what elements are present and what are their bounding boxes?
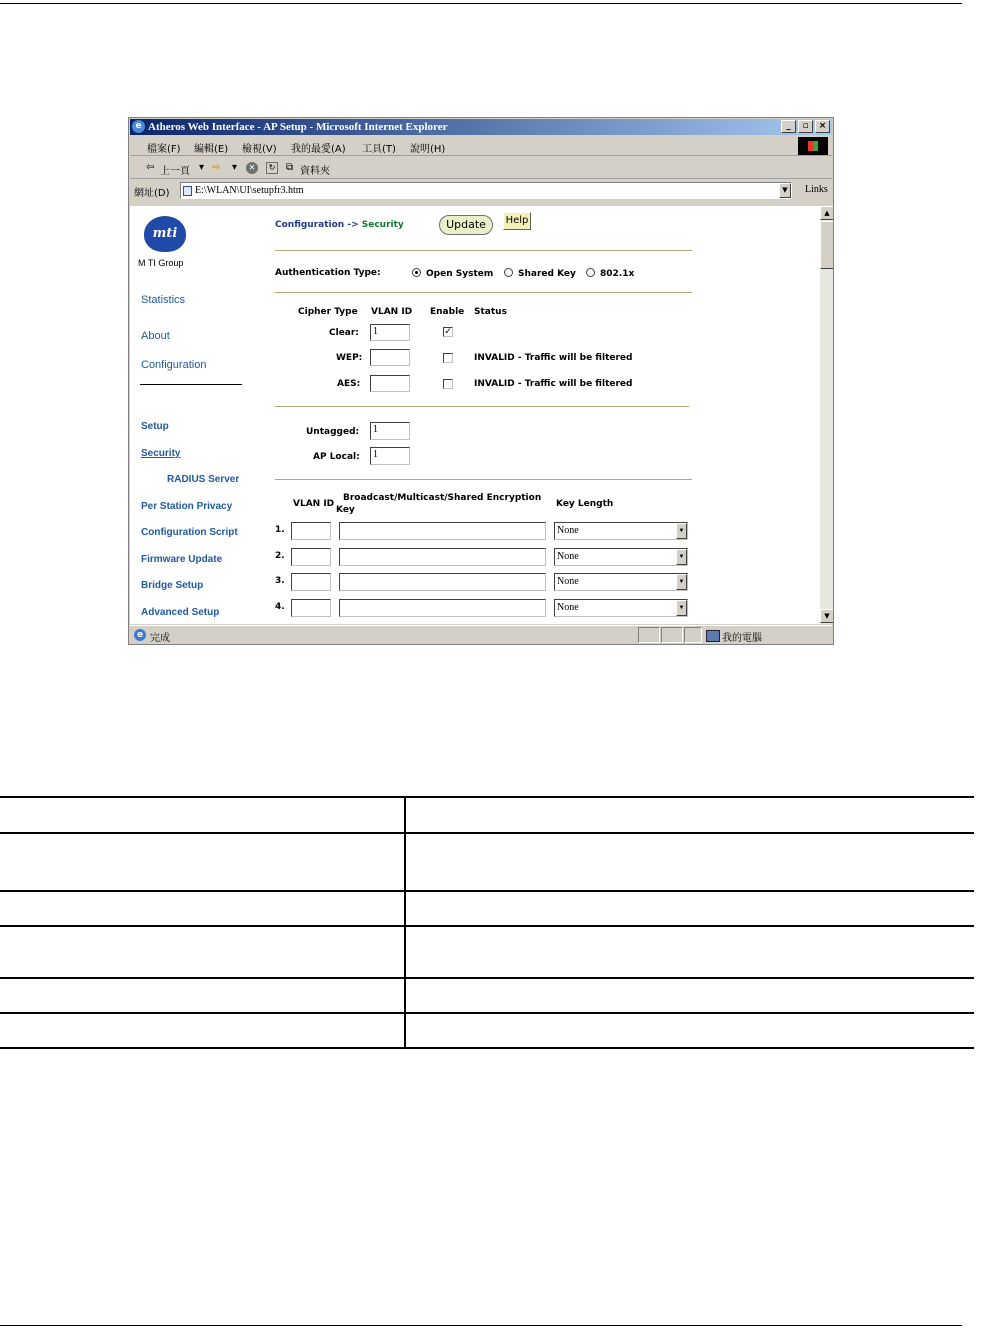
section-divider: [275, 479, 692, 480]
key-row-vlan-input[interactable]: [291, 599, 331, 617]
auth-8021x-label: 802.1x: [600, 269, 635, 279]
section-divider: [275, 292, 692, 293]
sidebar-item-statistics[interactable]: Statistics: [141, 294, 186, 306]
back-arrow-icon[interactable]: ⇦: [146, 162, 155, 173]
folders-icon[interactable]: ⧉: [286, 162, 294, 173]
key-key-header: Key: [336, 505, 355, 515]
status-bar: [130, 625, 832, 644]
menu-help[interactable]: 說明(H): [410, 144, 446, 155]
auth-shared-radio[interactable]: [504, 268, 513, 277]
aes-vlan-input[interactable]: [370, 375, 410, 392]
update-button[interactable]: Update: [439, 215, 493, 235]
page-bottom-rule: [0, 1325, 962, 1326]
sidebar-item-security[interactable]: Security: [141, 448, 181, 459]
table-row: [0, 1013, 974, 1048]
key-length-header: Key Length: [556, 499, 614, 509]
ap-local-label: AP Local:: [313, 452, 360, 462]
window-title: Atheros Web Interface - AP Setup - Microsoft Internet Explorer: [148, 121, 448, 133]
key-row-key-input[interactable]: [339, 548, 546, 566]
chevron-down-icon: ▼: [676, 549, 687, 565]
menu-tools[interactable]: 工具(T): [362, 144, 396, 155]
sidebar-item-configuration-script[interactable]: Configuration Script: [141, 527, 238, 538]
security-panel: [275, 206, 820, 624]
document-table: [0, 796, 974, 1049]
section-divider: [275, 250, 692, 251]
key-row-vlan-input[interactable]: [291, 522, 331, 540]
chevron-down-icon: ▼: [676, 574, 687, 590]
key-row-index: 1.: [275, 525, 285, 535]
chevron-down-icon: ▼: [676, 523, 687, 539]
logo-caption: M TI Group: [138, 258, 184, 268]
sidebar-divider: [140, 384, 242, 385]
page-content: [130, 206, 820, 624]
key-row-index: 2.: [275, 551, 285, 561]
sidebar-item-per-station-privacy[interactable]: Per Station Privacy: [141, 501, 233, 512]
breadcrumb-current: Security: [361, 220, 404, 230]
wep-enable-checkbox[interactable]: [443, 353, 453, 363]
address-dropdown-icon[interactable]: ▼: [779, 183, 791, 198]
ie-logo-icon: e: [132, 120, 145, 133]
clear-vlan-input[interactable]: 1: [370, 324, 410, 341]
page-top-rule: [0, 3, 962, 4]
breadcrumb-prefix: Configuration ->: [275, 220, 359, 230]
sidebar-item-bridge-setup[interactable]: Bridge Setup: [141, 580, 204, 591]
key-row-key-input[interactable]: [339, 573, 546, 591]
status-header: Status: [474, 307, 507, 317]
address-url: E:\WLAN\UI\setupfr3.htm: [195, 185, 304, 196]
key-vlan-header: VLAN ID: [293, 499, 335, 509]
cipher-clear-label: Clear:: [329, 328, 359, 338]
chevron-down-icon: ▼: [676, 600, 687, 616]
untagged-label: Untagged:: [306, 427, 360, 437]
sidebar-item-configuration[interactable]: Configuration: [141, 359, 207, 371]
window-controls: [781, 120, 830, 133]
browser-window: [128, 117, 834, 645]
title-bar: [130, 119, 832, 135]
mti-logo-icon: mti: [144, 216, 186, 252]
ap-local-input[interactable]: 1: [370, 447, 410, 465]
auth-open-label: Open System: [426, 269, 494, 279]
address-input[interactable]: [180, 182, 792, 199]
key-row-length-value: None: [557, 551, 579, 562]
status-pane: [684, 627, 702, 643]
minimize-button[interactable]: _: [781, 120, 796, 133]
aes-status: INVALID - Traffic will be filtered: [474, 379, 633, 389]
key-row-length-select[interactable]: [554, 599, 688, 617]
key-row-length-select[interactable]: [554, 548, 688, 566]
vlan-id-header: VLAN ID: [371, 307, 413, 317]
key-row-vlan-input[interactable]: [291, 573, 331, 591]
key-row-length-select[interactable]: [554, 522, 688, 540]
table-row: [0, 978, 974, 1013]
wep-vlan-input[interactable]: [370, 349, 410, 366]
sidebar: [130, 206, 270, 624]
key-broadcast-header: Broadcast/Multicast/Shared Encryption: [343, 493, 542, 503]
key-row-index: 4.: [275, 602, 285, 612]
status-pane: [661, 627, 683, 643]
menu-favorites[interactable]: 我的最愛(A): [291, 144, 346, 155]
status-pane: [638, 627, 660, 643]
windows-logo-icon: [798, 137, 828, 155]
folders-button[interactable]: 資料夾: [300, 166, 330, 177]
table-row: [0, 891, 974, 926]
cipher-wep-label: WEP:: [336, 353, 363, 363]
page-icon: [183, 186, 192, 196]
sidebar-item-about[interactable]: About: [141, 330, 170, 342]
key-row-index: 3.: [275, 576, 285, 586]
table-row: [0, 833, 974, 891]
untagged-input[interactable]: 1: [370, 422, 410, 440]
scroll-thumb[interactable]: [820, 221, 834, 269]
enable-header: Enable: [430, 307, 465, 317]
scroll-down-icon[interactable]: ▼: [820, 609, 834, 623]
sidebar-item-firmware-update[interactable]: Firmware Update: [141, 554, 223, 565]
auth-8021x-radio[interactable]: [586, 268, 595, 277]
auth-open-radio[interactable]: [412, 268, 421, 277]
cipher-aes-label: AES:: [337, 379, 361, 389]
aes-enable-checkbox[interactable]: [443, 379, 453, 389]
auth-type-label: Authentication Type:: [275, 268, 381, 278]
sidebar-item-setup[interactable]: Setup: [141, 421, 169, 432]
key-row-key-input[interactable]: [339, 522, 546, 540]
key-row-vlan-input[interactable]: [291, 548, 331, 566]
menu-view[interactable]: 檢視(V): [242, 144, 277, 155]
address-label: 網址(D): [134, 188, 170, 199]
address-bar: [130, 180, 832, 202]
security-zone: 我的電腦: [706, 629, 762, 644]
key-row-length-select[interactable]: [554, 573, 688, 591]
scroll-up-icon[interactable]: ▲: [820, 206, 834, 220]
close-button[interactable]: ×: [815, 120, 830, 133]
forward-dropdown-icon[interactable]: ▾: [232, 162, 238, 173]
key-row-length-value: None: [557, 525, 579, 536]
toolbar: [130, 157, 832, 179]
key-row-length-value: None: [557, 602, 579, 613]
refresh-icon[interactable]: ↻: [266, 162, 278, 174]
clear-enable-checkbox[interactable]: ✓: [444, 327, 452, 337]
breadcrumb: [275, 220, 404, 230]
status-text: e 完成: [134, 629, 170, 644]
sidebar-item-radius-server[interactable]: RADIUS Server: [167, 474, 240, 485]
back-dropdown-icon[interactable]: ▾: [199, 162, 205, 173]
menu-edit[interactable]: 編輯(E): [194, 144, 229, 155]
links-button[interactable]: Links: [805, 184, 828, 195]
forward-arrow-icon[interactable]: ⇨: [212, 162, 221, 173]
section-divider: [275, 406, 689, 407]
stop-icon[interactable]: ✕: [246, 162, 258, 174]
auth-shared-label: Shared Key: [518, 269, 576, 279]
table-row: [0, 797, 974, 833]
key-row-key-input[interactable]: [339, 599, 546, 617]
wep-status: INVALID - Traffic will be filtered: [474, 353, 633, 363]
menu-bar: [130, 136, 832, 156]
back-button[interactable]: 上一頁: [160, 166, 190, 177]
vertical-scrollbar[interactable]: [820, 206, 834, 624]
table-row: [0, 926, 974, 978]
key-row-length-value: None: [557, 576, 579, 587]
restore-button[interactable]: ▫: [798, 120, 813, 133]
cipher-type-header: Cipher Type: [298, 307, 358, 317]
help-button[interactable]: Help: [503, 212, 531, 230]
menu-file[interactable]: 檔案(F): [147, 144, 181, 155]
sidebar-item-advanced-setup[interactable]: Advanced Setup: [141, 607, 220, 618]
